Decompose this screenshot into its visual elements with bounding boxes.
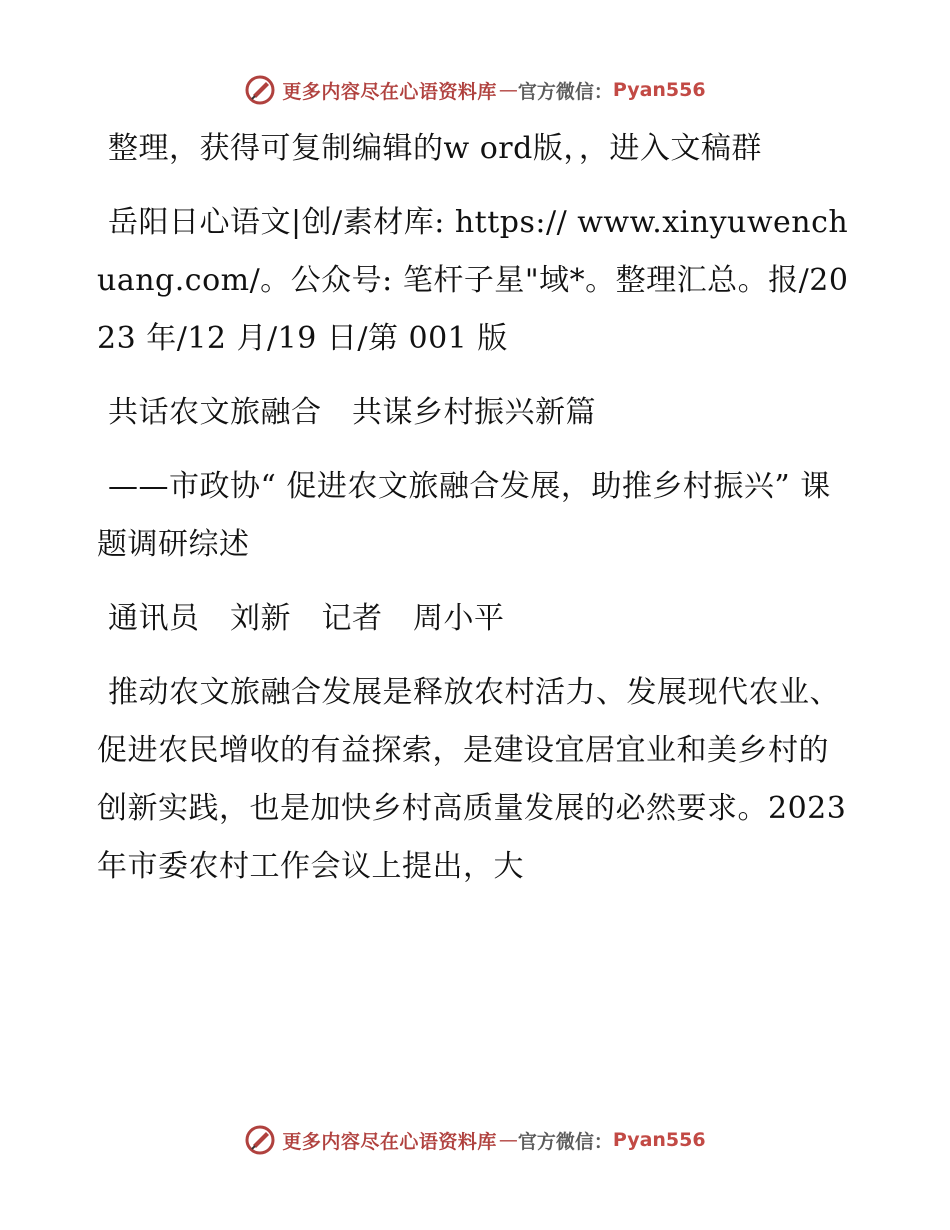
seal-logo-icon	[244, 1124, 276, 1156]
banner-sub-text: 官方微信：	[517, 1130, 613, 1153]
paragraph-source: 岳阳日心语文|创/素材库: https:// www.xinyuwenchuang.com/。公众号: 笔杆子星"域*。整理汇总。报/2023 年/12 月/19 日/第 001 版	[97, 205, 849, 356]
header-banner	[0, 70, 950, 110]
banner-wechat-id: Pyan556	[612, 1129, 706, 1151]
banner-sub-text: 官方微信：	[517, 80, 613, 103]
seal-logo-icon	[244, 74, 276, 106]
banner-dash: —	[498, 79, 516, 101]
banner-dash: —	[498, 1129, 516, 1151]
paragraph-body: 推动农文旅融合发展是释放农村活力、发展现代农业、促进农民增收的有益探索，是建设宜居宜业和美乡村的创新实践，也是加快乡村高质量发展的必然要求。2023 年市委农村工作会议上提出，大	[97, 675, 847, 884]
article-title: 共话农文旅融合 共谋乡村振兴新篇	[108, 395, 596, 430]
article-subtitle: ——市政协“ 促进农文旅融合发展，助推乡村振兴” 课题调研综述	[97, 469, 831, 562]
document-body	[97, 120, 853, 912]
article-byline: 通讯员 刘新 记者 周小平	[108, 601, 505, 636]
footer-banner	[0, 1120, 950, 1160]
banner-main-text: 更多内容尽在心语资料库	[282, 1130, 497, 1153]
banner-wechat-id: Pyan556	[612, 79, 706, 101]
paragraph-intro: 整理，获得可复制编辑的w ord版，，进入文稿群	[108, 131, 762, 166]
banner-main-text: 更多内容尽在心语资料库	[282, 80, 497, 103]
